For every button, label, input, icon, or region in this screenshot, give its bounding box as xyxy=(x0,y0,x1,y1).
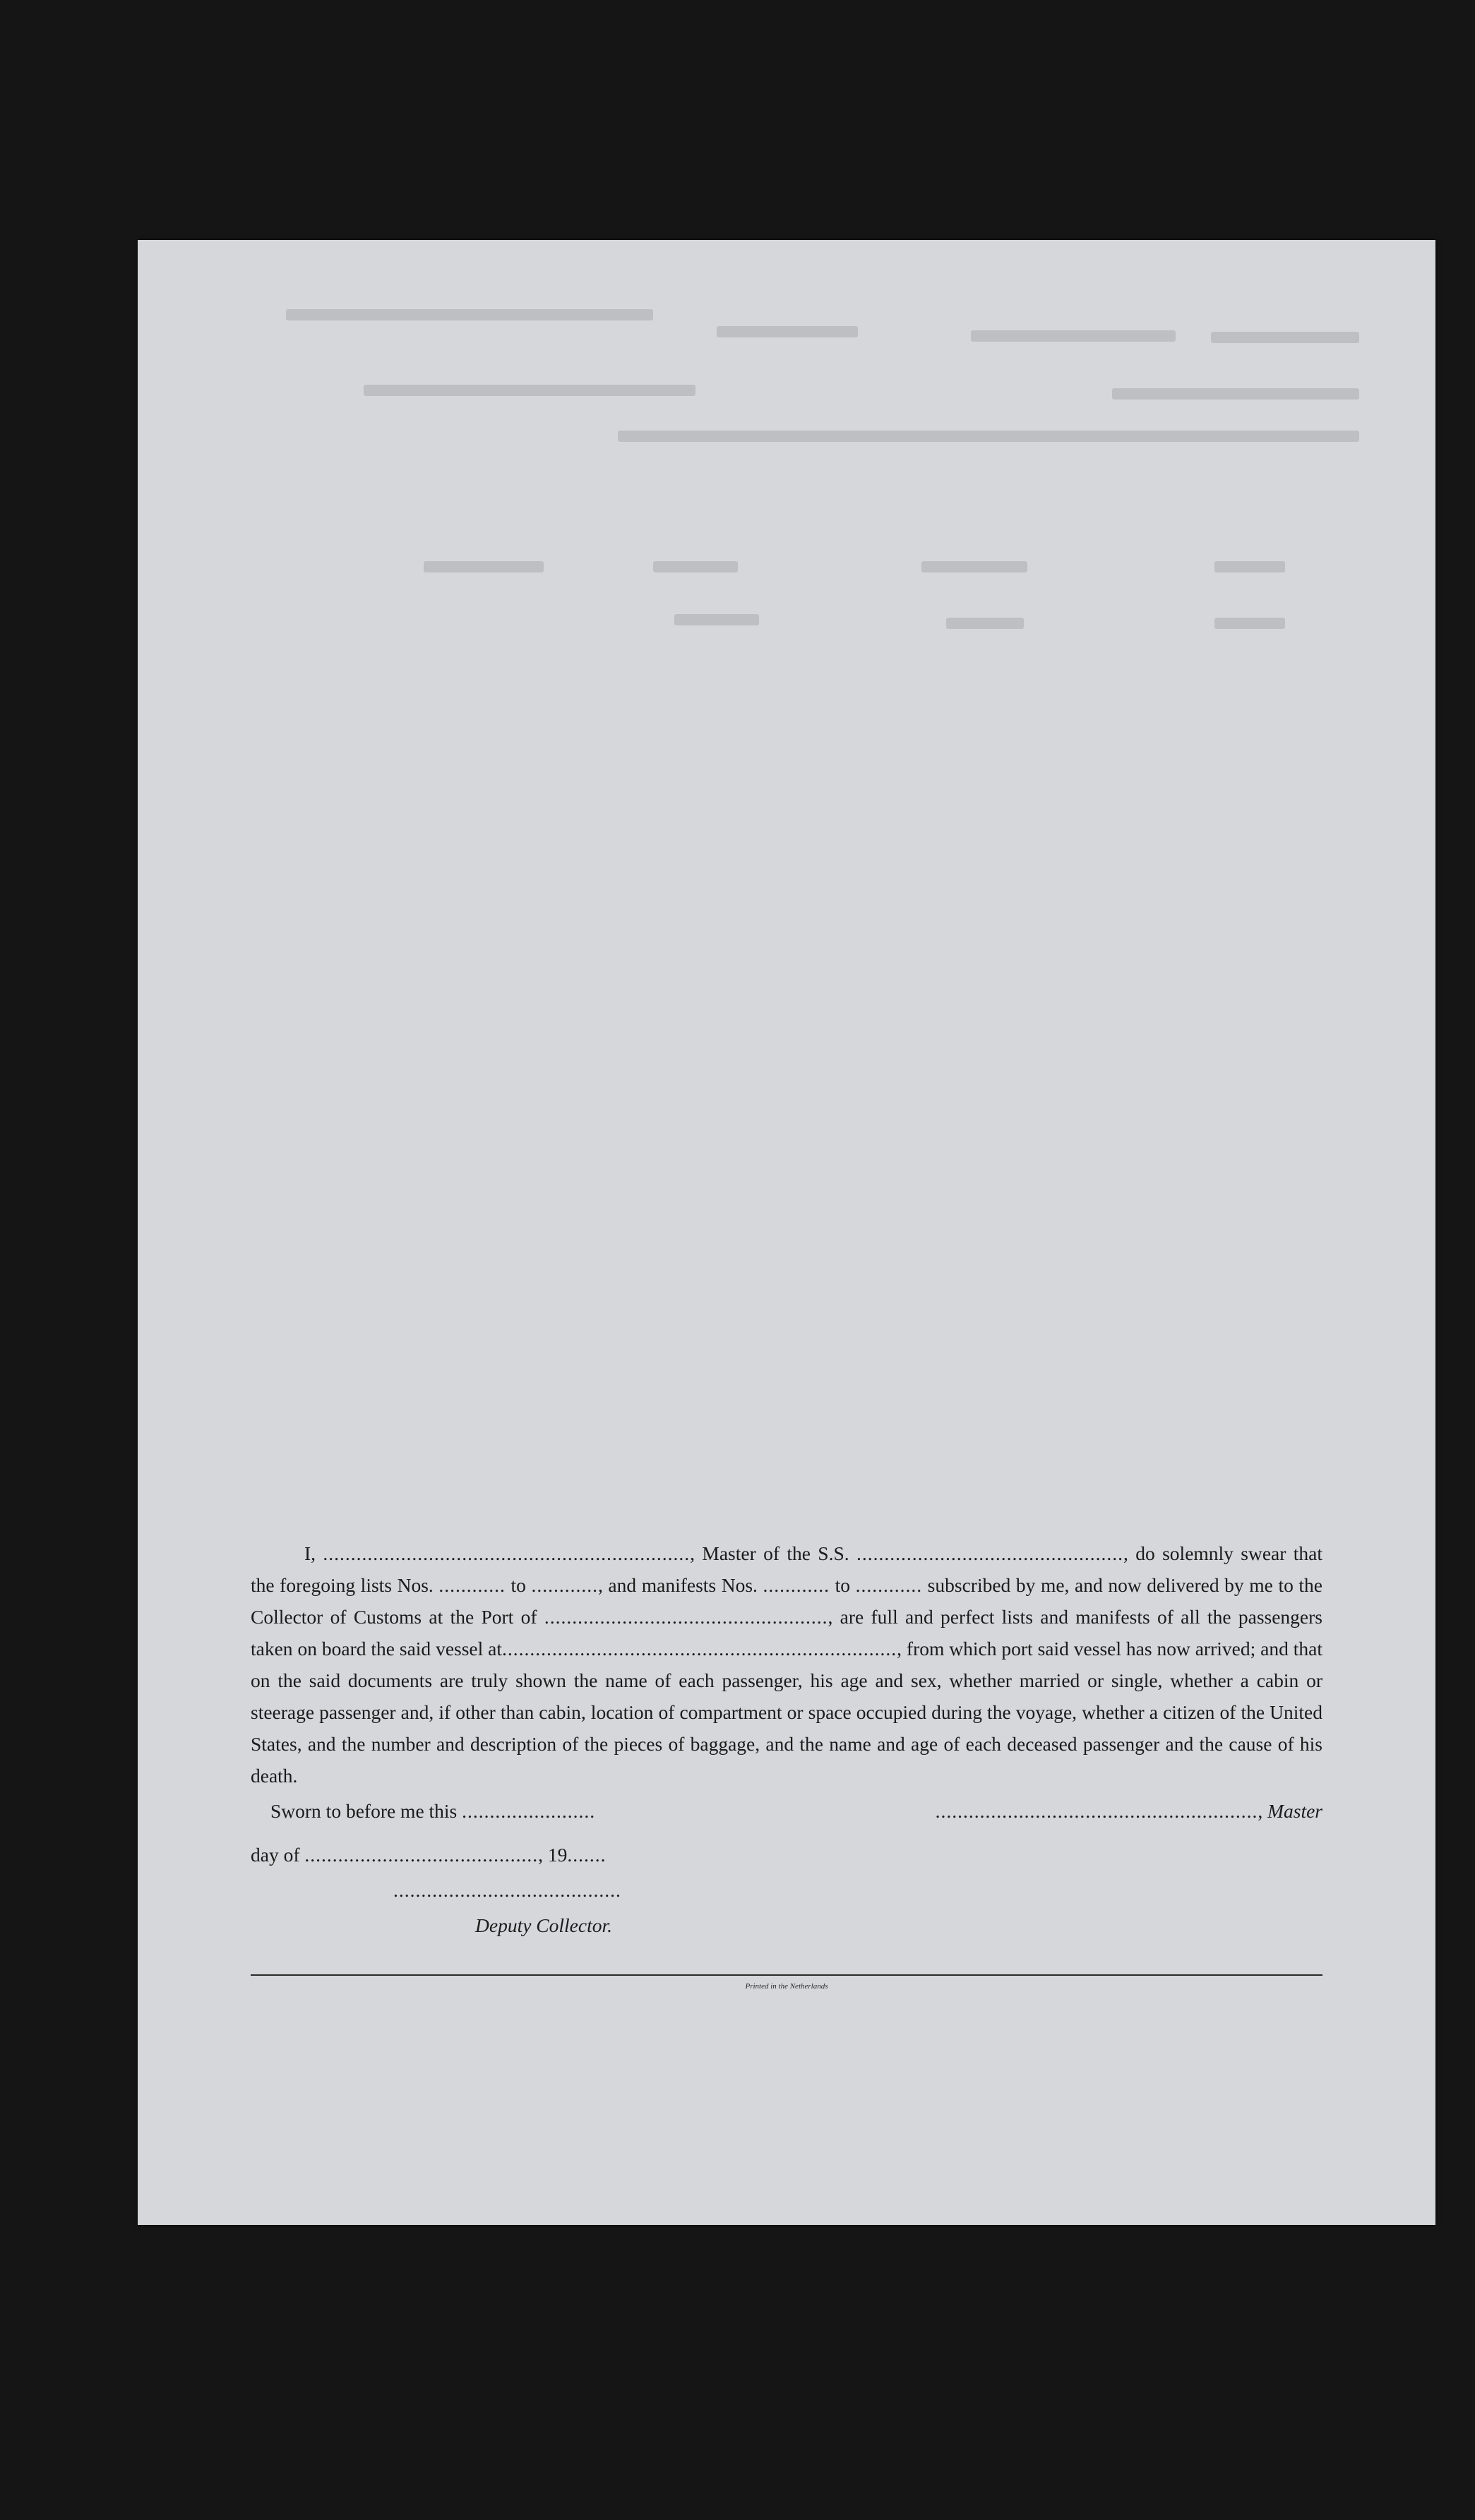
sworn-date-blank: ........................ xyxy=(462,1800,596,1822)
comma: , xyxy=(1258,1800,1263,1822)
oath-paragraph xyxy=(251,1537,1322,1792)
manifest-to-blank: ............ xyxy=(855,1574,923,1596)
year-blank: ....... xyxy=(567,1844,607,1866)
collector-signature-blank: ......................................... xyxy=(393,1879,621,1901)
oath-text: , do solemnly swear that the foregoing lists Nos. xyxy=(251,1542,1322,1596)
master-signature xyxy=(936,1800,1322,1823)
vessel-name-blank: ................................................ xyxy=(856,1542,1124,1564)
footer-rule xyxy=(251,1974,1322,1976)
list-to-blank: ............ xyxy=(531,1574,598,1596)
sworn-left xyxy=(270,1800,595,1823)
day-blank: .......................................... xyxy=(304,1844,539,1866)
departure-port-blank: ....................................................................... xyxy=(502,1638,897,1660)
oath-text: to xyxy=(835,1574,850,1596)
printer-imprint: Printed in the Netherlands xyxy=(745,1982,828,1991)
list-from-blank: ............ xyxy=(438,1574,506,1596)
bleed-through xyxy=(138,240,1435,2225)
oath-text: , from which port said vessel has now arrived; and that on the said documents are truly shown the name of each passenger, his age and sex, whether married or single, whether a cabin or steerage passenger and, if other than cabin, location of compartment or space occupied during the voyage, whether a citizen of the United States, and the number and description of the pieces of baggage, and the name and age of each deceased passenger and the cause of his death. xyxy=(251,1638,1322,1787)
oath-text: , are full and perfect lists and manifests of all the passengers taken on board the said vessel at xyxy=(251,1606,1322,1660)
oath-text: subscribed by me, and now delivered by me to the Collector of Customs at the Port of xyxy=(251,1574,1323,1628)
oath-text: to xyxy=(510,1574,526,1596)
year-prefix: , 19 xyxy=(538,1844,568,1866)
oath-text: , Master of the S.S. xyxy=(690,1542,849,1564)
oath-text: , and manifests Nos. xyxy=(597,1574,758,1596)
master-name-blank: .................................................................. xyxy=(323,1542,691,1564)
master-signature-blank: .......................................................... xyxy=(935,1800,1258,1822)
oath-text: I, xyxy=(304,1542,316,1564)
deputy-collector-label: Deputy Collector. xyxy=(475,1914,612,1936)
day-row xyxy=(251,1844,607,1866)
sworn-label: Sworn to before me this xyxy=(270,1800,458,1822)
master-label: Master xyxy=(1267,1800,1322,1822)
manifest-from-blank: ............ xyxy=(763,1574,830,1596)
day-label: day of xyxy=(251,1844,300,1866)
document-page xyxy=(138,240,1435,2225)
port-blank: ................................................... xyxy=(544,1606,828,1628)
